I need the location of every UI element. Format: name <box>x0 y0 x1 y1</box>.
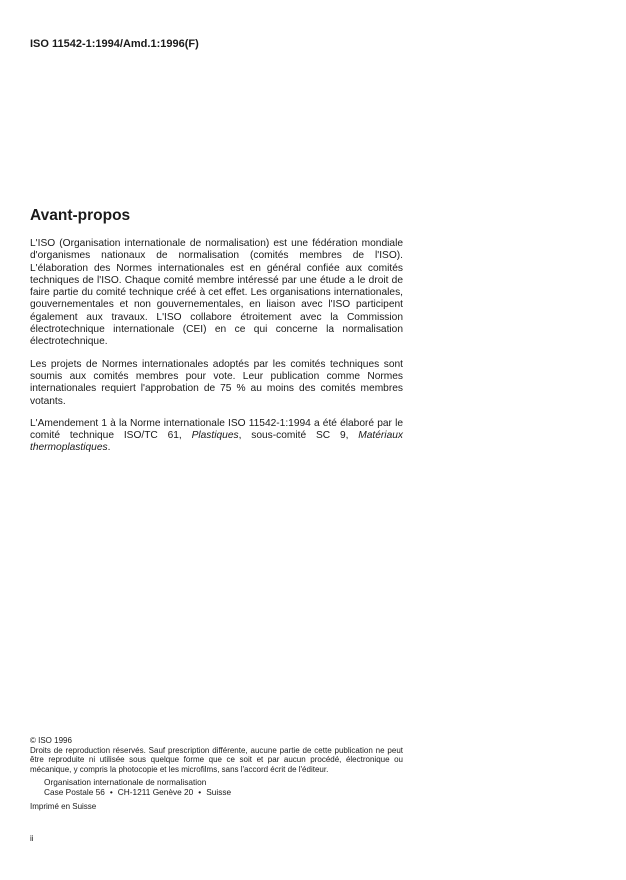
address-line: Case Postale 56 <box>44 786 105 797</box>
copyright-footer <box>30 736 403 811</box>
bullet-icon: • <box>198 786 202 797</box>
address-line: Suisse <box>206 786 232 797</box>
section-title: Avant-propos <box>30 207 131 224</box>
publisher-address <box>44 778 403 797</box>
text: L'Amendement 1 à la Norme internationale ISO 11542-1:1994 a été élaboré par le comité technique ISO/TC 61, <box>30 417 403 442</box>
text: , sous-comité SC 9, <box>238 430 359 442</box>
text: . <box>107 442 111 454</box>
address-line: CH-1211 Genève 20 <box>117 786 194 797</box>
bullet-icon: • <box>109 786 113 797</box>
foreword-body <box>30 238 403 465</box>
organization-name: Organisation internationale de normalisation <box>44 777 207 788</box>
subcommittee-name: Matériaux thermoplastiques <box>30 430 403 454</box>
copyright-line: © ISO 1996 <box>30 736 72 745</box>
printed-in: Imprimé en Suisse <box>30 801 97 811</box>
document-header: ISO 11542-1:1994/Amd.1:1996(F) <box>30 38 199 50</box>
amendment-paragraph <box>30 418 403 455</box>
paragraph: L'ISO (Organisation internationale de normalisation) est une fédération mondiale d'organismes nationaux de normalisation (comités membres de l'ISO). L'élaboration des Normes internationales est en général confiée aux comités techniques de l'ISO. Chaque comité membre intéressé par une étude a le droit de faire partie du comité technique créé à cet effet. Les organisations internationales, gouvernementales et non gouvernementales, en liaison avec l'ISO participent également aux travaux. L'ISO collabore étroitement avec la Commission électrotechnique internationale (CEI) en ce qui concerne la normalisation électrotechnique. <box>30 238 403 348</box>
page-number: ii <box>30 834 34 843</box>
committee-name: Plastiques <box>191 430 239 442</box>
paragraph: Les projets de Normes internationales adoptés par les comités techniques sont soumis aux comités membres pour vote. Leur publication comme Normes internationales requiert l'approbation de 75 % au moins des comités membres votants. <box>30 358 403 407</box>
rights-notice: Droits de reproduction réservés. Sauf prescription différente, aucune partie de cette publication ne peut être reproduite ni utilisée sous quelque forme que ce soit et par aucun procédé, électronique ou mécanique, y compris la photocopie et les microfilms, sans l'accord écrit de l'éditeur. <box>30 745 403 774</box>
